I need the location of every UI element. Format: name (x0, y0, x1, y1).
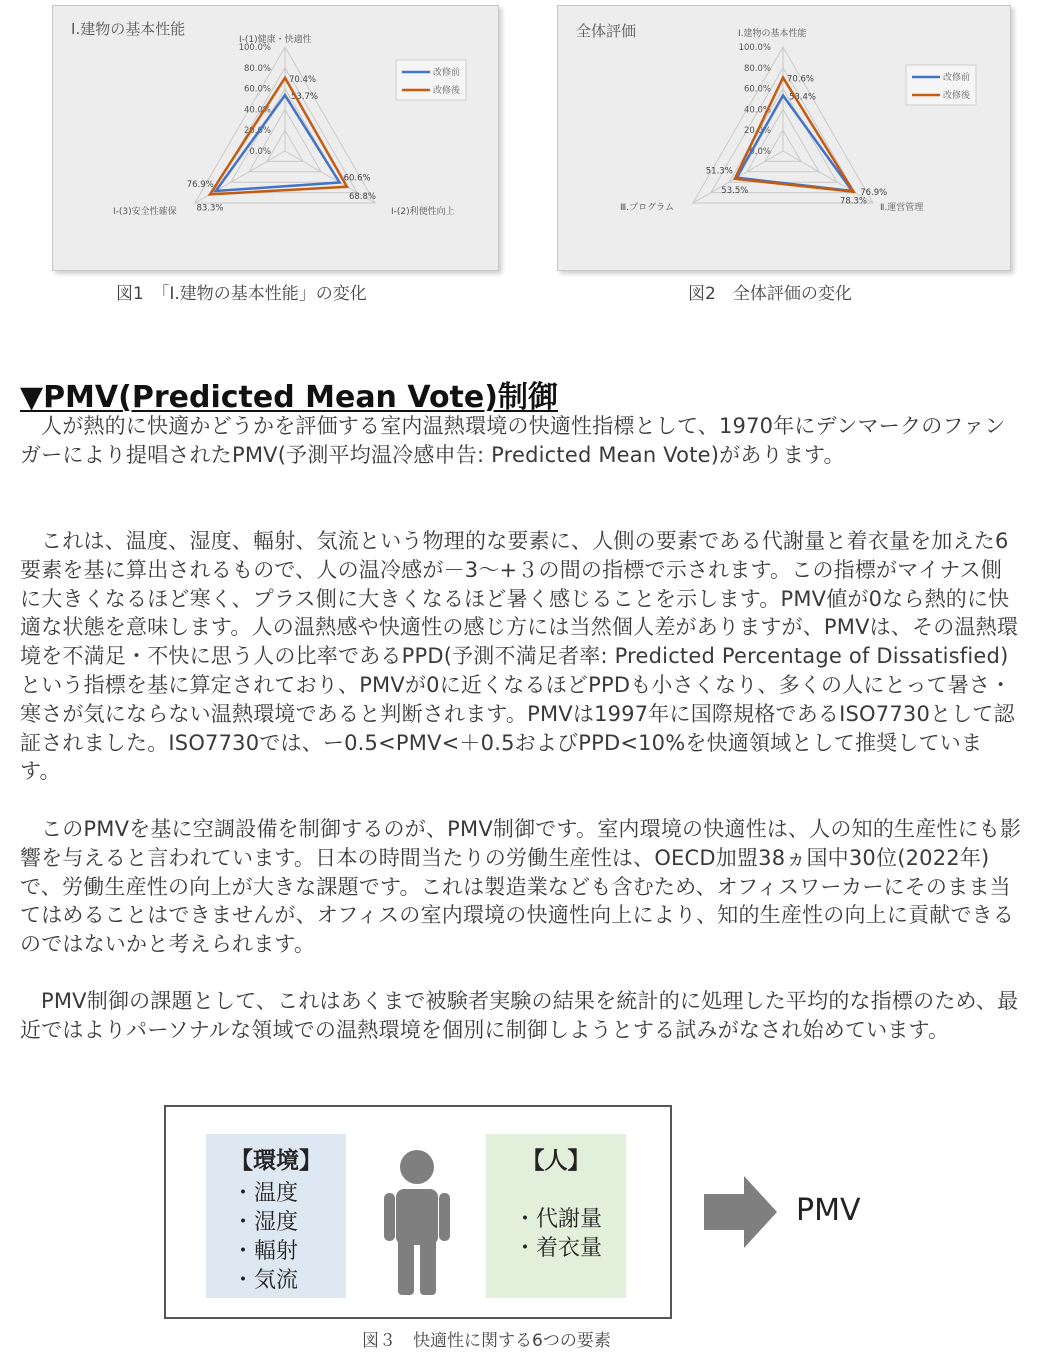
figure-1-caption: 図1 「Ⅰ.建物の基本性能」の変化 (116, 284, 367, 304)
chart-1-data-label: 70.4% (289, 74, 317, 85)
chart-2-data-label: 53.4% (789, 92, 817, 103)
chart-2-data-label: 78.3% (840, 196, 868, 207)
chart-2-data-label: 53.5% (721, 185, 749, 196)
environment-box (206, 1134, 346, 1298)
chart-1 (52, 5, 499, 271)
person-item: ・着衣量 (514, 1236, 603, 1261)
pmv-result-label: PMV (796, 1193, 861, 1228)
chart-2-legend-label: 改修前 (943, 73, 971, 83)
chart-2-tick-label: 80.0% (743, 63, 771, 74)
chart-1-data-label: 83.3% (196, 203, 224, 214)
chart-2-axis-label: Ⅲ.プログラム (620, 203, 674, 213)
chart-2-radar (558, 6, 1010, 270)
paragraph-4: PMV制御の課題として、これはあくまで被験者実験の結果を統計的に処理した平均的な指標のため、最近ではよりパーソナルな領域での温熱環境を個別に制御しようとする試みがなされ始めています。 (20, 989, 1019, 1042)
chart-1-title: Ⅰ.建物の基本性能 (71, 20, 186, 38)
environment-item: ・気流 (232, 1268, 299, 1293)
chart-1-legend-label: 改修前 (433, 68, 461, 78)
chart-2-tick-label: 0.0% (749, 147, 771, 157)
chart-2-data-label: 70.6% (787, 74, 815, 85)
chart-1-data-label: 76.9% (186, 179, 214, 190)
chart-1-tick-label: 0.0% (249, 147, 271, 157)
chart-2 (557, 5, 1011, 271)
chart-1-axis-label: Ⅰ-(1)健康・快適性 (239, 35, 312, 45)
chart-2-legend-label: 改修後 (943, 91, 971, 101)
person-icon (382, 1147, 452, 1297)
figure-3 (164, 1105, 672, 1319)
person-box (486, 1134, 626, 1298)
chart-2-data-label: 76.9% (860, 187, 888, 198)
paragraph-1: 人が熱的に快適かどうかを評価する室内温熱環境の快適性指標として、1970年にデンマークのファンガーにより提唱されたPMV(予測平均温冷感申告: Predicted Mean Vote)があります。 (20, 414, 1006, 467)
chart-1-tick-label: 100.0% (238, 43, 271, 53)
chart-1-tick-label: 40.0% (243, 105, 271, 116)
chart-2-tick-label: 100.0% (738, 43, 771, 53)
chart-2-legend (906, 65, 976, 105)
environment-item: ・温度 (232, 1181, 299, 1206)
chart-1-tick-label: 80.0% (243, 63, 271, 74)
chart-2-tick-label: 20.0% (743, 126, 771, 137)
environment-item: ・湿度 (232, 1210, 299, 1235)
environment-item: ・輻射 (232, 1239, 299, 1264)
person-list (486, 1205, 626, 1263)
chart-2-axis-label: Ⅱ.運営管理 (880, 203, 924, 213)
right-arrow-icon (704, 1176, 778, 1248)
chart-1-data-label: 68.8% (348, 191, 376, 202)
chart-2-tick-label: 40.0% (743, 105, 771, 116)
chart-2-data-label: 51.3% (705, 166, 733, 177)
chart-1-axis-label: Ⅰ-(2)利便性向上 (391, 207, 455, 217)
chart-2-axis-label: Ⅰ.建物の基本性能 (738, 29, 807, 39)
paragraph-2: これは、温度、湿度、輻射、気流という物理的な要素に、人側の要素である代謝量と着衣量を加えた6要素を基に算出されるもので、人の温冷感が－3～+３の間の指標で示されます。この指標がマイナス側に大きくなるほど寒く、プラス側に大きくなるほど暑く感じることを示します。PMV値が0なら熱的に快適な状態を意味します。人の温熱感や快適性の感じ方には当然個人差がありますが、PMVは、その温熱環境を不満足・不快に思う人の比率であるPPD(予測不満足者率: Predicted Percentage of Dissatisfied)という指標を基に算定されており、PMVが0に近くなるほどPPDも小さくなり、多くの人にとって暑さ・寒さが気にならない温熱環境であると判断されます。PMVは1997年に国際規格であるISO7730として認証されました。ISO7730では、ー0.5<PMV<＋0.5およびPPD<10%を快適領域として推奨しています。 (20, 529, 1019, 784)
paragraph-3: このPMVを基に空調設備を制御するのが、PMV制御です。室内環境の快適性は、人の知的生産性にも影響を与えると言われています。日本の時間当たりの労働生産性は、OECD加盟38ヵ国中30位(2022年)で、労働生産性の向上が大きな課題です。これは製造業なども含むため、オフィスワーカーにそのまま当てはめることはできませんが、オフィスの室内環境の快適性向上により、知的生産性の向上に貢献できるのではないかと考えられます。 (20, 817, 1022, 957)
chart-1-tick-label: 20.0% (243, 126, 271, 137)
person-title: 【人】 (521, 1148, 591, 1174)
chart-1-tick-label: 60.0% (243, 84, 271, 95)
chart-2-tick-label: 60.0% (743, 84, 771, 95)
figure-3-caption: 図３ 快適性に関する6つの要素 (362, 1331, 611, 1351)
environment-title: 【環境】 (230, 1148, 322, 1174)
chart-1-data-label: 53.7% (291, 92, 319, 103)
chart-1-legend-label: 改修後 (433, 86, 461, 96)
person-item: ・代謝量 (514, 1207, 603, 1232)
chart-1-data-label: 60.6% (343, 173, 371, 184)
chart-1-axis-label: Ⅰ-(3)安全性確保 (113, 207, 177, 217)
chart-1-series-1-line (210, 78, 347, 195)
figure-2-caption: 図2 全体評価の変化 (688, 284, 852, 304)
chart-1-legend (396, 60, 466, 100)
section-heading: ▼PMV(Predicted Mean Vote)制御 (20, 380, 558, 415)
environment-list (206, 1179, 346, 1295)
chart-1-radar (53, 6, 498, 270)
chart-2-title: 全体評価 (576, 22, 637, 40)
